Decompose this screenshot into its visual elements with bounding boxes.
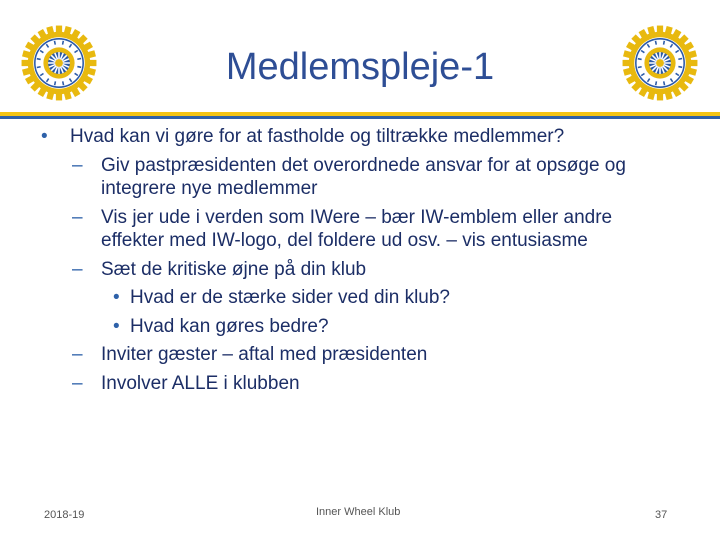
bullet-text: Hvad kan vi gøre for at fastholde og tiltrække medlemmer? <box>70 126 565 147</box>
slide-number: 37 <box>655 509 668 521</box>
bullet-item <box>30 343 680 367</box>
bullet-item <box>30 125 680 149</box>
bullet-item <box>30 258 680 282</box>
bullet-text: Inviter gæster – aftal med præsidenten <box>101 344 428 365</box>
slide-body <box>30 125 680 400</box>
bullet-text: Vis jer ude i verden som IWere – bær IW-emblem eller andre effekter med IW-logo, del foldere ud osv. – vis entusiasme <box>101 206 613 251</box>
bullet-text: Hvad er de stærke sider ved din klub? <box>130 287 450 308</box>
bullet-marker: • <box>113 287 120 308</box>
bullet-marker: – <box>72 154 83 176</box>
bullet-item <box>30 206 680 253</box>
divider-blue-bar <box>0 116 720 119</box>
bullet-marker: – <box>72 372 83 394</box>
bullet-marker: – <box>72 206 83 228</box>
bullet-text: Giv pastpræsidenten det overordnede ansvar for at opsøge og integrere nye medlemmer <box>101 154 626 199</box>
bullet-text: Hvad kan gøres bedre? <box>130 315 329 337</box>
bullet-item <box>30 154 680 201</box>
bullet-marker: – <box>72 344 83 365</box>
slide-title: Medlemspleje-1 <box>225 46 495 88</box>
footer-club-name: Inner Wheel Klub <box>316 506 401 518</box>
footer-date: 2018-19 <box>44 509 85 521</box>
bullet-marker: • <box>41 126 48 147</box>
title-divider <box>0 112 720 119</box>
bullet-item <box>30 315 680 339</box>
bullet-text: Involver ALLE i klubben <box>101 372 300 394</box>
bullet-item <box>30 286 680 310</box>
bullet-text: Sæt de kritiske øjne på din klub <box>101 258 367 280</box>
bullet-marker: • <box>113 315 120 337</box>
bullet-marker: – <box>72 258 83 280</box>
bullet-item <box>30 372 680 396</box>
